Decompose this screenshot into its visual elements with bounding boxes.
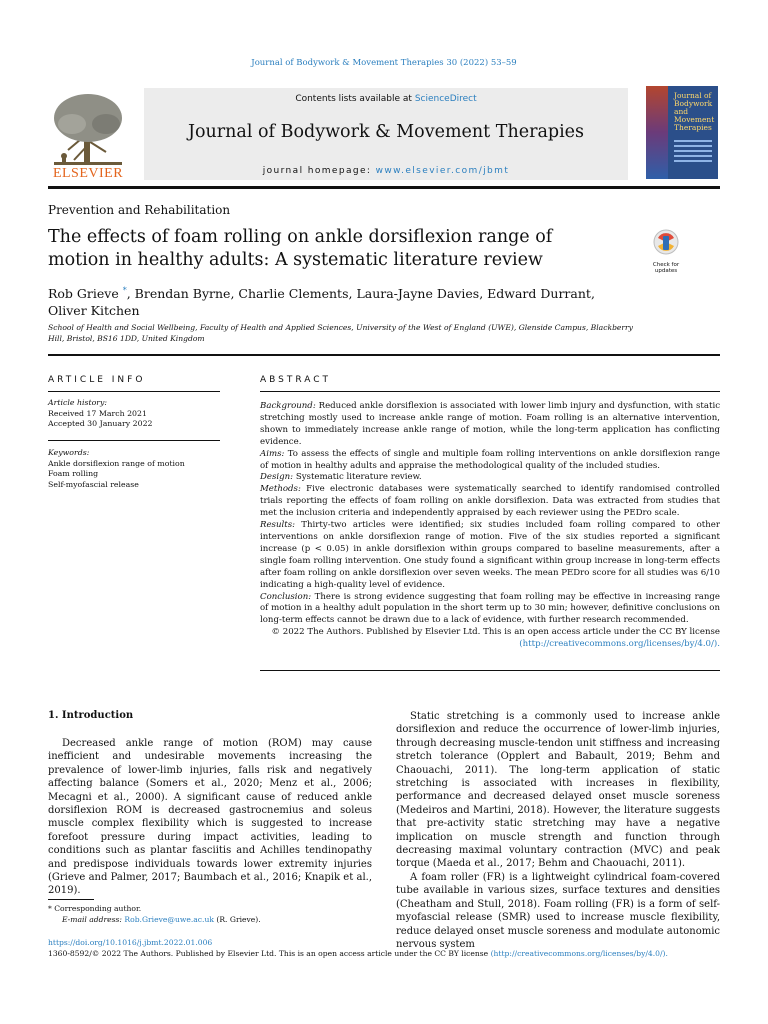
history-label: Article history: [48,398,108,407]
abstract-label: Design: [260,472,294,483]
divider [48,440,220,441]
corresponding-note: Corresponding author. [54,904,142,913]
author-name[interactable]: Charlie Clements [238,286,349,302]
abstract-conclusion: There is strong evidence suggesting that foam rolling may be effective in increasing range of motion in a healthy adult population in the short term up to 30 min; however, definitive conclusions on long-term effects cannot be drawn due to a lack of evidence, with further research recommended. [260,591,720,626]
intro-paragraph: Decreased ankle range of motion (ROM) may cause inefficient and undesirable movements increasing the prevalence of lower-limb injuries, falls risk and negatively affecting balance (Somers et al., 2020; Menz et al., 2006; Mecagni et al., 2000). A significant cause of reduced ankle dorsiflexion ROM is decreased gastrocnemius and soleus muscle complex flexibility which is suggested to increase forefoot pressure during impact activities, leading to conditions such as plantar fasciitis and Achilles tendinopathy and predispose individuals towards lower extremity injuries (Grieve and Palmer, 2017; Baumbach et al., 2016; Knapik et al., 2019). [48,738,372,897]
journal-cover-thumbnail[interactable] [646,86,718,179]
cover-title: Journal of Bodywork and Movement Therapies [674,91,715,132]
abstract-heading: ABSTRACT [260,375,332,385]
author-name[interactable]: Oliver Kitchen [48,303,140,319]
contents-availability [144,94,628,104]
article-history [48,398,220,430]
keyword: Self-myofascial release [48,479,139,489]
publisher-name: ELSEVIER [52,166,124,181]
footnote-rule [48,899,94,900]
abstract-body [260,401,720,651]
abstract-results: Thirty-two articles were identified; six studies included foam rolling compared to other interventions on ankle dorsiflexion range of motion. Five of the six studies reported a significant increase (p < 0.05) in ankle dorsiflexion within groups compared to baseline measurements, after a single foam rolling intervention. One study found a significant within group increase in long-term effects after foam rolling on ankle dorsiflexion over seven weeks. The mean PEDro score for all studies was 6/10 indicating a high-quality level of evidence. [260,520,720,590]
abstract-license: © 2022 The Authors. Published by Elsevier Ltd. This is an open access article under the CC BY license [271,627,720,638]
publisher-logo[interactable] [48,90,128,182]
article-title: The effects of foam rolling on ankle dorsiflexion range of motion in healthy adults: A systematic literature review [48,227,553,270]
accepted-date: Accepted 30 January 2022 [48,419,153,428]
divider [260,670,720,671]
section-heading: 1. Introduction [48,710,134,721]
crossmark-icon [646,228,686,258]
article-info-heading: ARTICLE INFO [48,375,146,385]
keyword: Foam rolling [48,469,99,478]
abstract-label: Methods: [260,484,301,495]
abstract-design: Systematic literature review. [295,472,422,483]
journal-citation-link[interactable]: Journal of Bodywork & Movement Therapies 30 (2022) 53–59 [251,58,517,68]
author-list: Rob Grieve *, Brendan Byrne, Charlie Clements, Laura-Jayne Davies, Edward Durrant, Oliver Kitchen [48,286,595,319]
abstract-aims: To assess the effects of single and multiple foam rolling interventions on ankle dorsiflexion range of motion in healthy adults and appraise the methodological quality of the included studies. [260,448,720,471]
cover-stripe [646,86,668,179]
keyword: Ankle dorsiflexion range of motion [48,458,185,468]
author-name[interactable]: Rob Grieve [48,286,119,302]
divider [48,391,220,392]
masthead-rule [48,186,720,189]
footnote [48,904,368,925]
page-footer [48,938,728,959]
homepage-link[interactable]: www.elsevier.com/jbmt [375,166,510,176]
masthead [48,86,720,182]
doi-link[interactable]: https://doi.org/10.1016/j.jbmt.2022.01.006 [48,938,213,947]
abstract-label: Aims: [260,448,285,459]
email-label: E-mail address: [62,914,122,924]
check-for-updates-badge[interactable] [646,228,686,274]
contents-prefix: Contents lists available at [295,94,415,104]
crossmark-label: Check for updates [652,262,680,274]
license-link[interactable]: (http://creativecommons.org/licenses/by/4.0/). [519,639,720,650]
homepage-prefix: journal homepage: [262,166,376,176]
received-date: Received 17 March 2021 [48,408,147,418]
keywords [48,448,220,490]
footnote-marker: * [48,904,52,913]
abstract-label: Background: [260,401,316,411]
keywords-label: Keywords: [48,448,90,457]
divider [260,391,720,392]
author-name[interactable]: Laura-Jayne Davies [356,286,480,302]
abstract-background: Reduced ankle dorsiflexion is associated with lower limb injury and dysfunction, with static stretching mostly used to increase ankle range of motion. Foam rolling is an alternative intervention, shown to immediately increase ankle range of motion, while the long-term application has conflicting evidence. [260,401,721,447]
title-rule [48,354,720,356]
affiliation: School of Health and Social Wellbeing, Faculty of Health and Applied Sciences, University of the West of England (UWE), Glenside Campus, Blackberry Hill, Bristol, BS16 1DD, United Kingdom [48,323,633,343]
footer-license-link[interactable]: (http://creativecommons.org/licenses/by/4.0/). [490,948,668,958]
intro-column-right [396,710,720,951]
journal-banner [144,88,628,180]
journal-homepage [144,166,628,176]
cover-text-lines [674,140,712,165]
email-link[interactable]: Rob.Grieve@uwe.ac.uk [124,914,214,924]
abstract-label: Conclusion: [260,591,312,602]
abstract-label: Results: [260,520,296,531]
abstract-methods: Five electronic databases were systematically searched to identify randomised controlled trials reporting the effects of foam rolling on ankle dorsiflexion. Data was extracted from studies that met the inclusion criteria and independently appraised by each reviewer using the PEDro scale. [260,484,720,519]
author-name[interactable]: Brendan Byrne [134,286,231,302]
corresponding-author-marker[interactable]: * [122,286,127,295]
intro-paragraph: A foam roller (FR) is a lightweight cylindrical foam-covered tube available in various sizes, surface textures and densities (Cheatham and Stull, 2018). Foam rolling (FR) is a form of self-myofascial release (SMR) used to increase muscle flexibility, reduce delayed onset muscle soreness and modulate autonomic nervous system [396,871,720,950]
section-label: Prevention and Rehabilitation [48,203,231,217]
journal-name: Journal of Bodywork & Movement Therapies [187,122,585,142]
email-suffix: (R. Grieve). [216,914,261,924]
author-name[interactable]: Edward Durrant [487,286,591,302]
issn-line: 1360-8592/© 2022 The Authors. Published by Elsevier Ltd. This is an open access article under the CC BY license [48,948,489,958]
sciencedirect-link[interactable]: ScienceDirect [414,94,477,104]
intro-paragraph: Static stretching is a commonly used to increase ankle dorsiflexion and reduce the occurrence of lower-limb injuries, through decreasing muscle-tendon unit stiffness and increasing stretch tolerance (Opplert and Babault, 2019; Behm and Chaouachi, 2011). The long-term application of static stretching is associated with increases in flexibility, performance and decreased delayed onset muscle soreness (Medeiros and Martini, 2018). However, the literature suggests that pre-activity static stretching may have a negative implication on muscle strength and function through decreasing maximal voluntary contraction (MVC) and peak torque (Maeda et al., 2017; Behm and Chaouachi, 2011). [396,711,720,870]
